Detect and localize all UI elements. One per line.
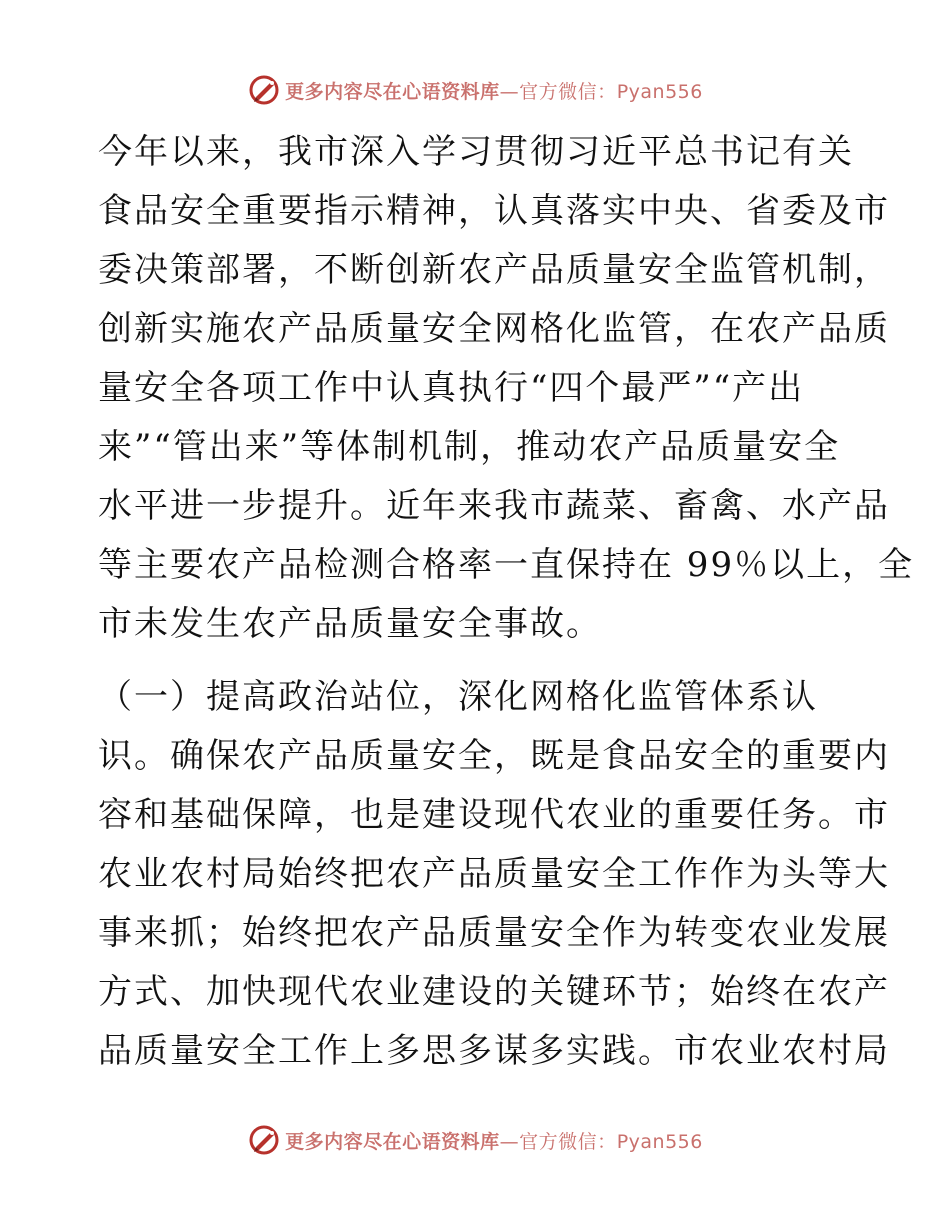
pen-logo-icon (247, 1123, 281, 1157)
paragraph-line: 水平进一步提升。近年来我市蔬菜、畜禽、水产品 (98, 486, 890, 526)
section-heading-line: （一）提高政治站位，深化网格化监管体系认 (98, 677, 818, 717)
paragraph-line: 等主要农产品检测合格率一直保持在 99％以上，全 (98, 545, 915, 585)
footer-banner-dash: — (499, 1130, 520, 1153)
header-watermark-banner (0, 70, 950, 110)
pen-logo-icon (247, 73, 281, 107)
paragraph-2 (98, 668, 890, 1081)
footer-banner-main: 更多内容尽在心语资料库 (285, 1130, 500, 1153)
header-banner-main: 更多内容尽在心语资料库 (285, 80, 500, 103)
paragraph-line: 量安全各项工作中认真执行“四个最严”“产出 (98, 368, 805, 408)
document-body (98, 123, 915, 1081)
header-banner-id: Pyan556 (616, 80, 703, 103)
header-banner-text (285, 77, 703, 104)
paragraph-1 (98, 123, 915, 654)
paragraph-line: 市未发生农产品质量安全事故。 (98, 604, 602, 644)
paragraph-line: 今年以来，我市深入学习贯彻习近平总书记有关 (98, 132, 854, 172)
footer-watermark-banner (0, 1120, 950, 1160)
footer-banner-wechat: 官方微信： (519, 1130, 617, 1153)
paragraph-line: 委决策部署，不断创新农产品质量安全监管机制， (98, 250, 890, 290)
paragraph-line: 方式、加快现代农业建设的关键环节；始终在农产 (98, 972, 890, 1012)
paragraph-line: 事来抓；始终把农产品质量安全作为转变农业发展 (98, 913, 890, 953)
footer-banner-id: Pyan556 (616, 1130, 703, 1153)
paragraph-line: 农业农村局始终把农产品质量安全工作作为头等大 (98, 854, 890, 894)
paragraph-line: 品质量安全工作上多思多谋多实践。市农业农村局 (98, 1031, 890, 1071)
footer-banner-text (285, 1127, 703, 1154)
paragraph-line: 容和基础保障，也是建设现代农业的重要任务。市 (98, 795, 890, 835)
paragraph-line: 创新实施农产品质量安全网格化监管，在农产品质 (98, 309, 890, 349)
paragraph-line: 食品安全重要指示精神，认真落实中央、省委及市 (98, 191, 890, 231)
paragraph-gap (98, 654, 858, 668)
header-banner-wechat: 官方微信： (519, 80, 617, 103)
paragraph-line: 识。确保农产品质量安全，既是食品安全的重要内 (98, 736, 890, 776)
header-banner-dash: — (499, 80, 520, 103)
paragraph-line: 来”“管出来”等体制机制，推动农产品质量安全 (98, 427, 841, 467)
